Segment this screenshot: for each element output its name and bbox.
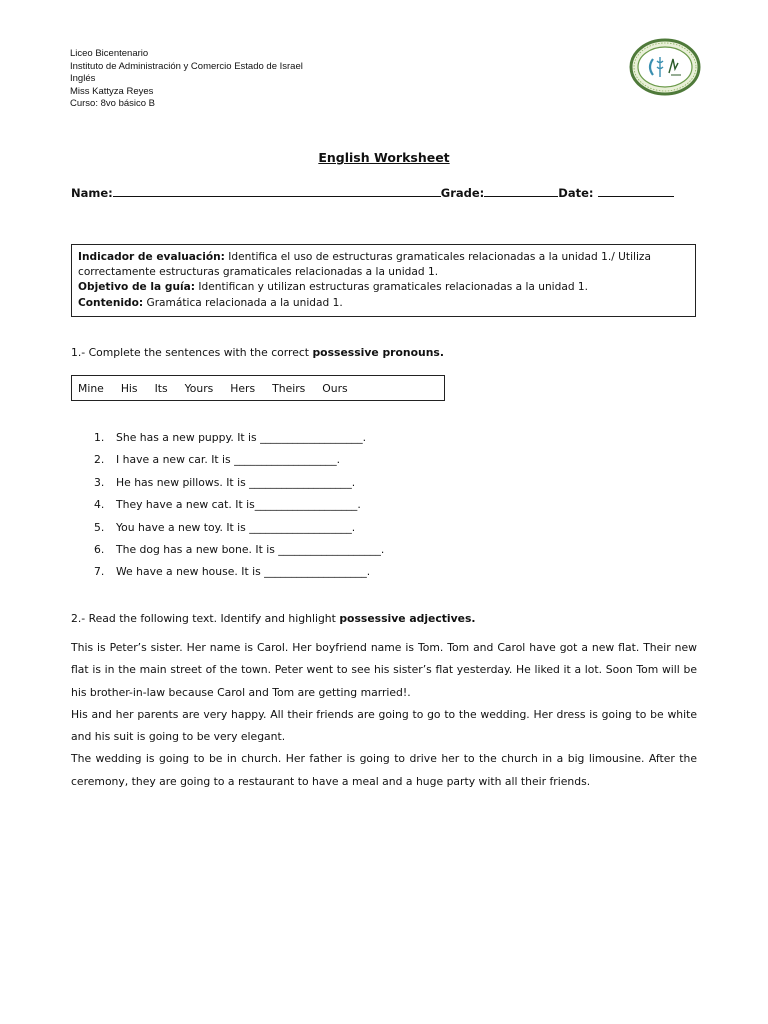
contenido-label: Contenido: [78, 296, 144, 309]
sentence-item[interactable] [94, 565, 384, 587]
sentence-item[interactable] [94, 498, 384, 520]
sentence-text: You have a new toy. It is ___________________. [116, 520, 356, 534]
header-line-school: Liceo Bicentenario [70, 48, 149, 59]
objetivo-label: Objetivo de la guía: [78, 281, 196, 294]
student-info-fields [71, 185, 674, 200]
sentence-item[interactable] [94, 476, 384, 498]
sentence-number: 7. [94, 565, 105, 579]
passage-paragraph: This is Peter’s sister. Her name is Carol. Her boyfriend name is Tom. Tom and Carol have got a new flat. Their new flat is in the main street of the town. Peter went to see his sister’s flat yesterday. He liked it a lot. Soon Tom will be his brother-in-law because Carol and Tom are getting married!. [71, 641, 697, 699]
word-bank-item: His [120, 381, 138, 395]
header-line-institute: Instituto de Administración y Comercio Estado de Israel [70, 60, 303, 72]
content-paragraph [78, 296, 695, 311]
question-2-instruction [71, 612, 476, 625]
evaluation-indicator-box [71, 244, 696, 317]
sentence-item[interactable] [94, 521, 384, 543]
name-label: Name: [71, 186, 113, 200]
word-bank [71, 375, 445, 401]
sentence-item[interactable] [94, 453, 384, 475]
word-bank-item: Hers [230, 381, 256, 395]
sentence-text: We have a new house. It is ___________________. [116, 565, 371, 579]
date-line[interactable] [598, 185, 674, 197]
question-1-instruction [71, 346, 444, 359]
contenido-text: Gramática relacionada a la unidad 1. [143, 296, 343, 309]
sentence-text: She has a new puppy. It is ___________________. [116, 431, 367, 444]
objective-paragraph [78, 280, 695, 295]
word-bank-item: Ours [322, 381, 348, 395]
sentence-text: I have a new car. It is ___________________. [116, 453, 341, 467]
sentence-text: The dog has a new bone. It is ___________________. [116, 542, 385, 556]
sentence-number: 4. [94, 498, 105, 512]
school-header [70, 48, 303, 111]
school-crest-icon [629, 37, 701, 97]
grade-label: Grade: [440, 186, 485, 200]
q1-prefix: 1.- Complete the sentences with the correct [71, 346, 313, 359]
sentence-number: 5. [94, 520, 105, 534]
word-bank-item: Yours [184, 381, 214, 395]
indicador-label: Indicador de evaluación: [78, 251, 225, 263]
passage-paragraph: The wedding is going to be in church. Her father is going to drive her to the church in a big limousine. After the ceremony, they are going to a restaurant to have a meal and a huge party with all their friends. [71, 752, 697, 788]
name-line[interactable] [113, 185, 441, 197]
sentence-number: 3. [94, 475, 105, 489]
header-line-teacher: Miss Kattyza Reyes [70, 85, 154, 97]
header-line-subject: Inglés [70, 73, 96, 85]
q2-bold: possessive adjectives. [339, 612, 476, 625]
date-label: Date: [558, 186, 594, 200]
reading-passage [71, 637, 697, 793]
passage-paragraph: His and her parents are very happy. All their friends are going to go to the wedding. Her dress is going to be white and his suit is going to be very elegant. [71, 707, 697, 744]
grade-line[interactable] [484, 185, 558, 197]
header-line-course: Curso: 8vo básico B [70, 98, 156, 110]
q2-prefix: 2.- Read the following text. Identify and highlight [71, 612, 340, 625]
sentence-number: 6. [94, 542, 105, 556]
word-bank-item: Theirs [272, 381, 306, 395]
indicador-text: Identifica el uso de estructuras gramaticales relacionadas a la unidad 1./ Utiliza correctamente estructuras gramaticales relacionadas a la unidad 1. [78, 251, 651, 279]
word-bank-item: Mine [78, 381, 104, 395]
sentence-list [94, 431, 384, 588]
sentence-text: He has new pillows. It is ___________________. [116, 475, 356, 489]
indicator-paragraph [78, 250, 695, 280]
objetivo-text: Identifican y utilizan estructuras gramaticales relacionadas a la unidad 1. [195, 281, 589, 294]
sentence-number: 2. [94, 453, 105, 467]
sentence-item[interactable] [94, 543, 384, 565]
sentence-item[interactable] [94, 431, 384, 453]
sentence-number: 1. [94, 431, 105, 444]
word-bank-item: Its [154, 381, 168, 395]
worksheet-title: English Worksheet [318, 150, 450, 165]
sentence-text: They have a new cat. It is___________________. [116, 498, 361, 512]
q1-bold: possessive pronouns. [312, 346, 444, 359]
